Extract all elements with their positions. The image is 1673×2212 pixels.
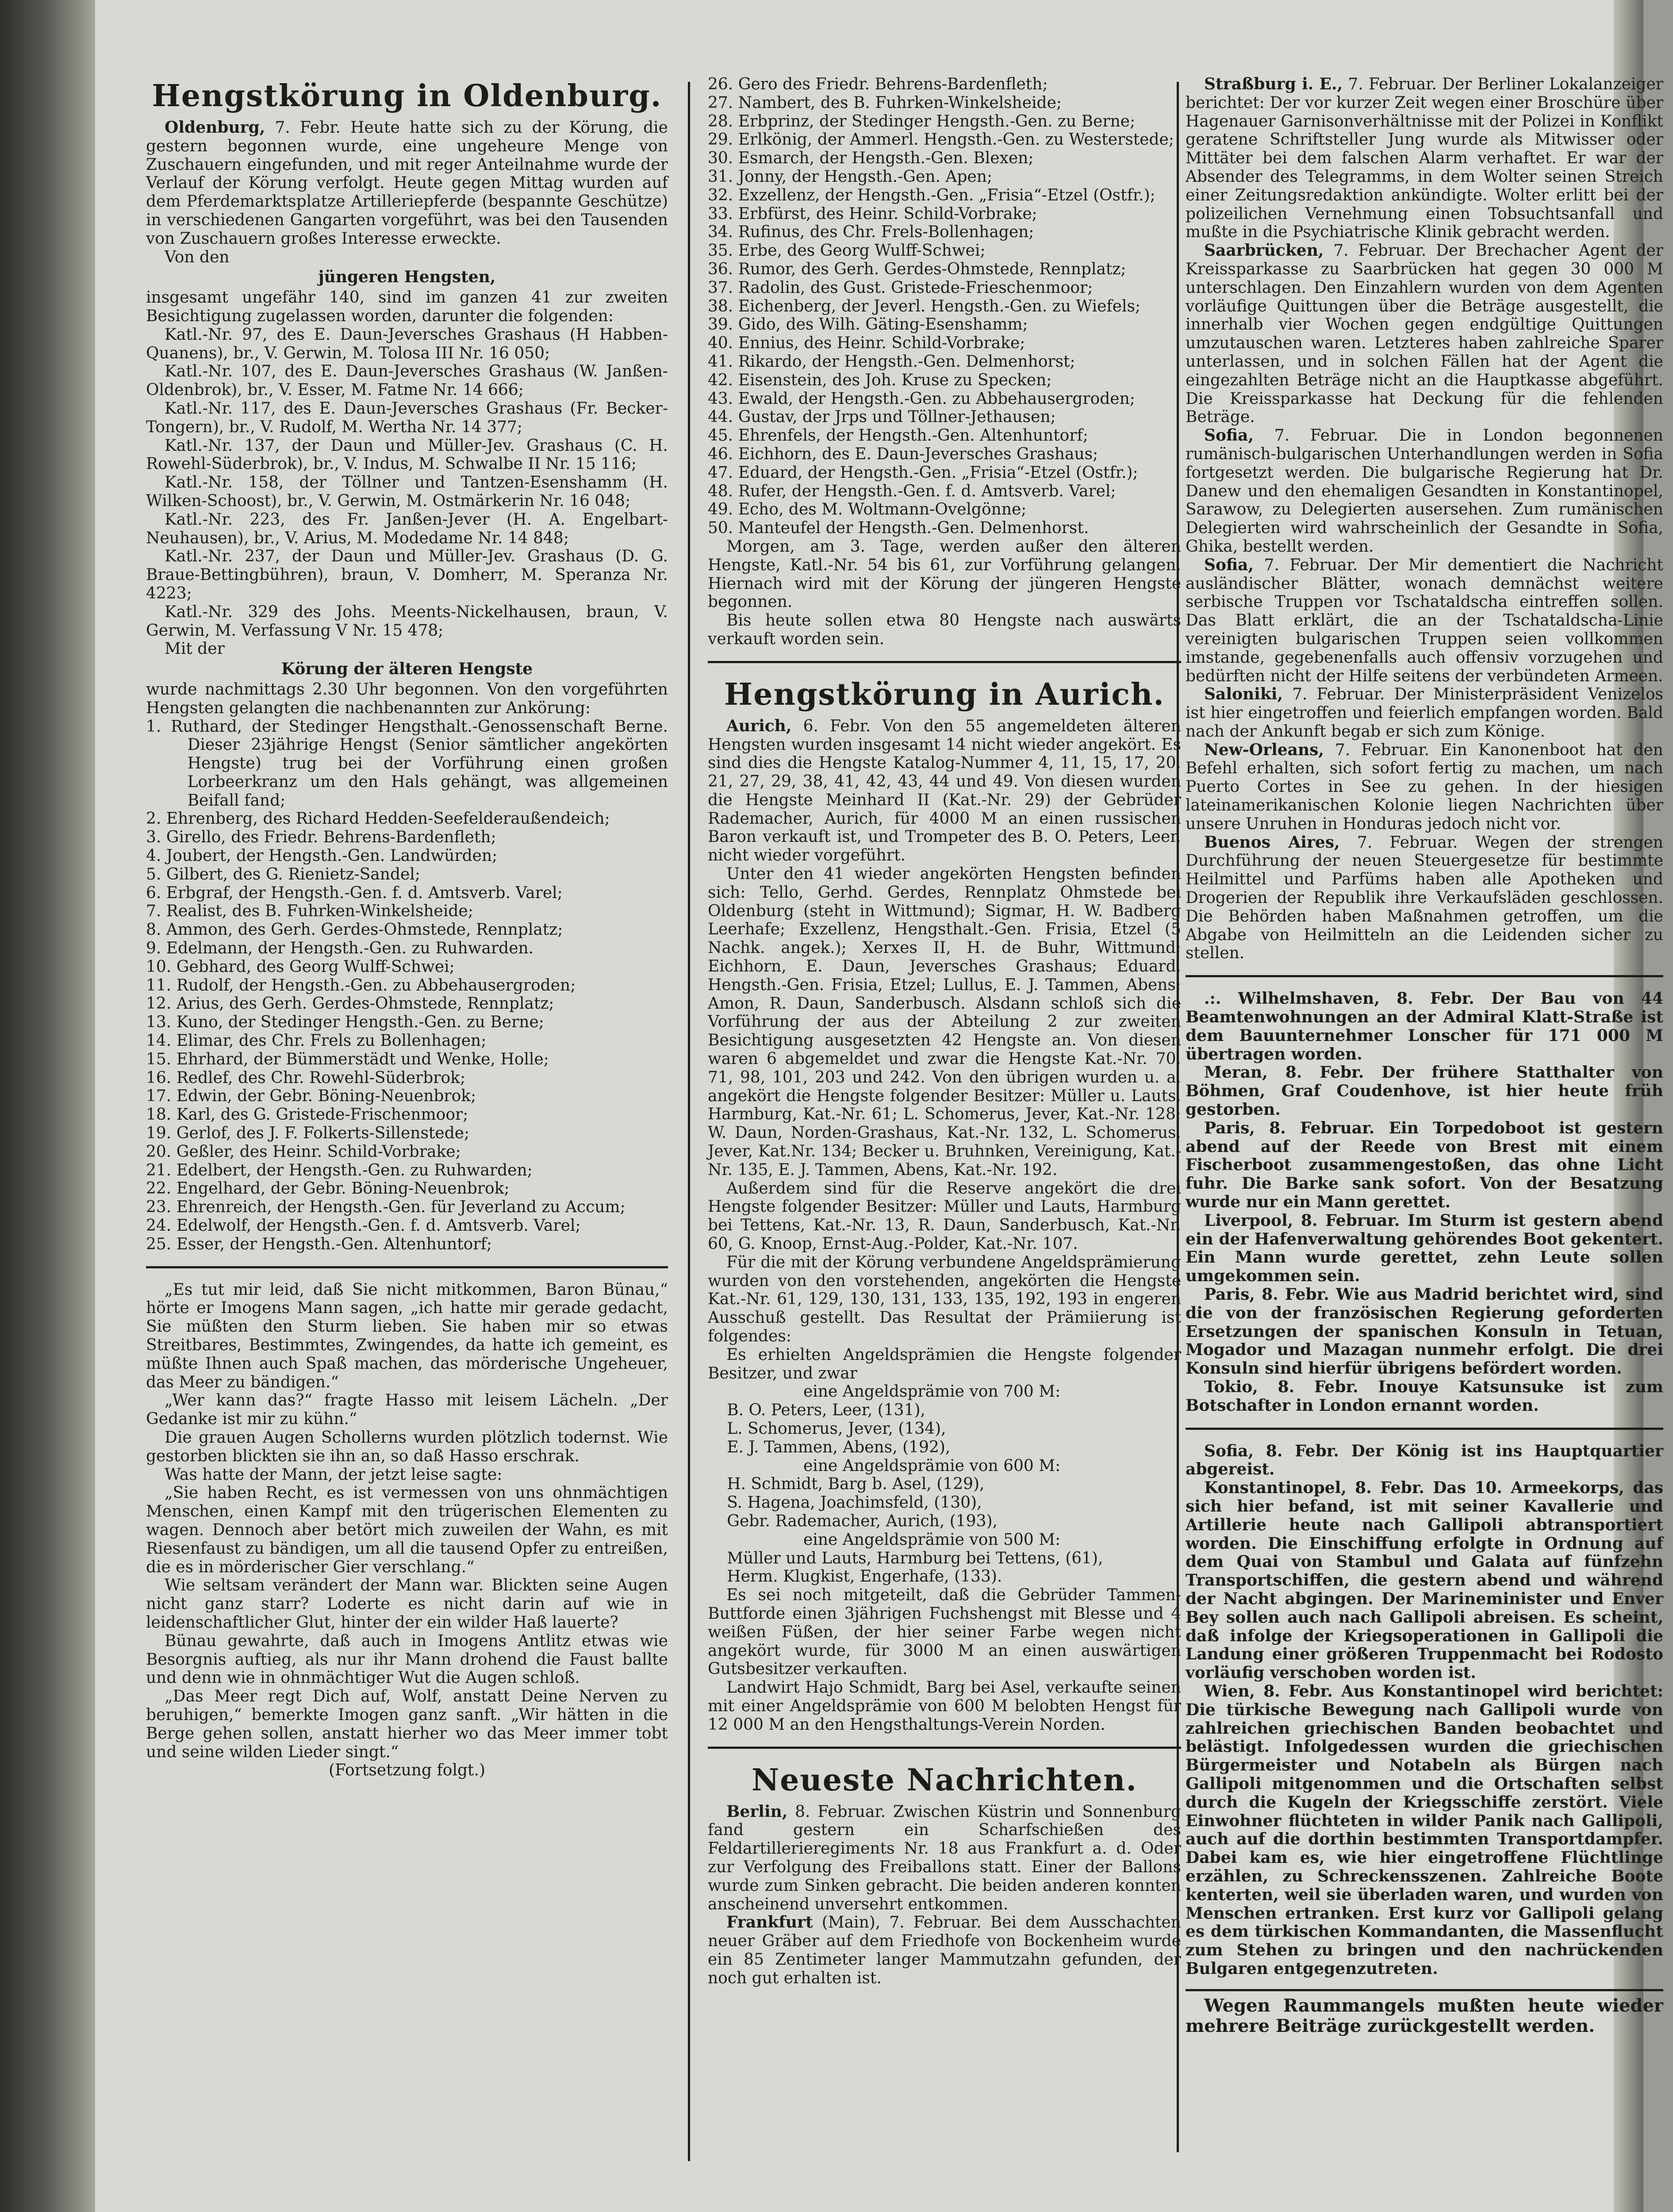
space-notice: Wegen Raummangels mußten heute wieder mehrere Beiträge zurückgestellt werden. — [1186, 1995, 1663, 2036]
list-item: 45. Ehrenfels, der Hengsth.-Gen. Altenhuntorf; — [708, 426, 1088, 445]
list-item: 15. Ehrhard, der Bümmerstädt und Wenke, Holle; — [146, 1050, 549, 1068]
list-item: 21. Edelbert, der Hengsth.-Gen. zu Ruhwarden; — [146, 1161, 533, 1179]
list-item: 33. Erbfürst, des Heinr. Schild-Vorbrake; — [708, 204, 1037, 223]
list-item: 4. Joubert, der Hengsth.-Gen. Landwürden; — [146, 847, 498, 865]
list-item: 34. Rufinus, des Chr. Frels-Bollenhagen; — [708, 223, 1034, 242]
telegram: Konstantinopel, 8. Febr. Das 10. Armeekorps, das sich hier befand, ist mit seiner Kavallerie und Artillerie heute nach Gallipoli abtransportiert worden. Die Einschiffung erfolgte in Ordnung auf dem Quai von Stambul und Galata auf fünfzehn Transportschiffen, die gestern abend und während der Nacht abgingen. Der Marineminister und Enver Bey sollen auch nach Gallipoli abreisen. Es scheint, daß infolge der Kriegsoperationen in Gallipoli die Landung einer größeren Truppenmacht bei Rodosto vorläufig verschoben worden ist. — [1186, 1479, 1663, 1682]
dateline: Berlin, — [726, 1802, 788, 1821]
list-item: 11. Rudolf, der Hengsth.-Gen. zu Abbehausergroden; — [146, 976, 576, 995]
news-item: Straßburg i. E., 7. Februar. Der Berliner Lokalanzeiger berichtet: Der vor kurzer Zeit wegen einer Broschüre über Hagenauer Garnisonverhältnisse mit der Polizei in Konflikt geratene Schriftsteller Jung wurde als Mitwisser oder Mittäter bei dem falschen Alarm verhaftet. Er war der Absender des Telegramms, in dem Wolter seinen Streich einer Zeitungsredaktion ankündigte. Wolter erlitt bei der polizeilichen Vernehmung einen Tobsuchtsanfall und mußte in die Psychiatrische Klinik gebracht werden. — [1186, 75, 1663, 242]
lot-entry: Katl.-Nr. 107, des E. Daun-Jeversches Grashaus (W. Janßen-Oldenbrok), br., V. Esser, M. Fatme Nr. 14 666; — [146, 362, 668, 399]
prize-heading: eine Angeldsprämie von 700 M: — [803, 1382, 1061, 1401]
news-item: Saloniki, 7. Februar. Der Ministerpräsident Venizelos ist hier eingetroffen und feierlich empfangen worden. Bald nach der Ankunft begab er sich zum Könige. — [1186, 685, 1663, 741]
stallion-list-b — [708, 75, 1181, 538]
list-item: 29. Erlkönig, der Ammerl. Hengsth.-Gen. zu Westerstede; — [708, 131, 1174, 149]
stallion-list-a — [146, 718, 668, 1254]
lot-entry: Katl.-Nr. 158, der Töllner und Tantzen-Esenshamm (H. Wilken-Schoost), br., V. Gerwin, M. Ostmärkerin Nr. 16 048; — [146, 473, 668, 510]
paragraph: Außerdem sind für die Reserve angekört die drei Hengste folgender Besitzer: Müller und Lauts, Harmburg bei Tettens, Kat.-Nr. 13, R. Daun, Sanderbusch, Kat.-Nr. 60, G. Knoop, Ernst-Aug.-Polder, Kat.-Nr. 107. — [708, 1179, 1181, 1253]
section-divider — [146, 1266, 668, 1268]
story-paragraph: „Das Meer regt Dich auf, Wolf, anstatt Deine Nerven zu beruhigen,“ bemerkte Imogen ganz sanft. „Wir hätten in die Berge gehen sollen, anstatt hierher wo das Meer immer tobt und seine wilden Lieder singt.“ — [146, 1687, 668, 1761]
prize-entry: Herm. Klugkist, Engerhafe, (133). — [727, 1567, 1002, 1586]
list-item: 7. Realist, des B. Fuhrken-Winkelsheide; — [146, 902, 473, 921]
list-item: 44. Gustav, der Jrps und Töllner-Jethausen; — [708, 408, 1056, 426]
news-item: Sofia, 7. Februar. Der Mir dementiert die Nachricht ausländischer Blätter, wonach demnächst weitere serbische Truppen vor Tschataldscha eintreffen sollen. Das Blatt erklärt, die an der Tschataldscha-Linie vereinigten bulgarischen Truppen seien vollkommen imstande, gegebenenfalls auch offensiv vorzugehen und bedürften nicht der Hilfe seitens der verbündeten Armeen. — [1186, 555, 1663, 685]
list-item: 8. Ammon, des Gerh. Gerdes-Ohmstede, Rennplatz; — [146, 921, 563, 939]
prize-heading: eine Angeldsprämie von 500 M: — [803, 1530, 1061, 1549]
section-divider — [708, 1747, 1181, 1749]
prize-entry: L. Schomerus, Jever, (134), — [727, 1419, 946, 1438]
list-item: 42. Eisenstein, des Joh. Kruse zu Specken; — [708, 371, 1052, 389]
lot-entry: Katl.-Nr. 223, des Fr. Janßen-Jever (H. A. Engelbart-Neuhausen), br., V. Arius, M. Modedame Nr. 14 848; — [146, 510, 668, 547]
column-1 — [146, 75, 668, 1780]
list-item: 18. Karl, des G. Gristede-Frischenmoor; — [146, 1106, 468, 1124]
story-paragraph: „Sie haben Recht, es ist vermessen von uns ohnmächtigen Menschen, einen Kampf mit den trügerischen Elementen zu wagen. Dennoch aber betört mich zuweilen der Wahn, es mit Riesenfaust zu bändigen, um all die tausend Opfer zu entreißen, die es in mörderischer Gier verschlang.“ — [146, 1484, 668, 1576]
dateline: New-Orleans, — [1204, 740, 1324, 759]
list-item: 6. Erbgraf, der Hengsth.-Gen. f. d. Amtsverb. Varel; — [146, 883, 563, 902]
dateline: Aurich, — [726, 716, 792, 735]
dateline: Straßburg i. E., — [1204, 75, 1343, 93]
lot-entry: Katl.-Nr. 237, der Daun und Müller-Jev. Grashaus (D. G. Braue-Bettingbühren), braun, V. Domherr, M. Speranza Nr. 4223; — [146, 547, 668, 603]
news-item: New-Orleans, 7. Februar. Ein Kanonenboot hat den Befehl erhalten, sich sofort fertig zu machen, um nach Puerto Cortes in See zu gehen. In der hiesigen lateinamerikanischen Kolonie liegen Nachrichten über unsere Unruhen in Honduras jedoch nicht vor. — [1186, 740, 1663, 833]
list-item: 16. Redlef, des Chr. Rowehl-Süderbrok; — [146, 1068, 466, 1087]
paragraph: Mit der — [165, 640, 225, 658]
dateline: Saloniki, — [1204, 685, 1283, 704]
list-item: 32. Exzellenz, der Hengsth.-Gen. „Frisia“-Etzel (Ostfr.); — [708, 186, 1155, 204]
news-item: Buenos Aires, 7. Februar. Wegen der strengen Durchführung der neuen Steuergesetze für bestimmte Heilmittel und Parfüms haben alle Apotheken und Drogerien der Republik ihre Verkaufsläden geschlossen. Die Behörden haben Maßnahmen getroffen, um die Abgabe von Heilmitteln an die Leidenden sicher zu stellen. — [1186, 833, 1663, 963]
list-item: 20. Geßler, des Heinr. Schild-Vorbrake; — [146, 1142, 461, 1161]
article-oldenburg-title: Hengstkörung in Oldenburg. — [152, 78, 662, 114]
list-item: 13. Kuno, der Stedinger Hengsth.-Gen. zu Berne; — [146, 1013, 544, 1032]
article-oldenburg-intro: Oldenburg, 7. Febr. Heute hatte sich zu der Körung, die gestern begonnen wurde, eine ungeheure Menge von Zuschauern eingefunden, und mit reger Anteilnahme wurde der Verlauf der Körung verfolgt. Heute gegen Mittag wurden auf dem Pferdemarktsplatze Artilleriepferde (bespannte Geschütze) in verschiedenen Gangarten vorgeführt, was bei den Tausenden von Zuschauern großes Interesse erweckte. — [146, 118, 668, 248]
story-paragraph: „Es tut mir leid, daß Sie nicht mitkommen, Baron Bünau,“ hörte er Imogens Mann sagen, „ich hatte mir gerade gedacht, Sie müßten den Sturm lieben. Sie haben mir so etwas Streitbares, Bestimmtes, Zwingendes, da hatte ich gemeint, es müßte Ihnen auch Spaß machen, das mörderische Ungeheuer, das Meer zu bändigen.“ — [146, 1280, 668, 1391]
section-divider — [708, 661, 1181, 663]
dateline: Saarbrücken, — [1204, 241, 1324, 260]
paragraph: Landwirt Hajo Schmidt, Barg bei Asel, verkaufte seinen mit einer Angeldsprämie von 600 M belobten Hengst für 12 000 M an den Hengsthaltungs-Verein Norden. — [708, 1678, 1181, 1734]
continued-note: (Fortsetzung folgt.) — [329, 1761, 485, 1780]
story-paragraph: Wie seltsam verändert der Mann war. Blickten seine Augen nicht ganz starr? Loderte es nicht darin auf wie in leidenschaftlicher Glut, hinter der ein wilder Haß lauerte? — [146, 1576, 668, 1632]
story-paragraph: Die grauen Augen Schollerns wurden plötzlich todernst. Wie gestorben blickten sie ihn an, so daß Hasso erschrak. — [146, 1428, 668, 1465]
paragraph: wurde nachmittags 2.30 Uhr begonnen. Von den vorgeführten Hengsten gelangten die nachbenannten zur Ankörung: — [146, 680, 668, 717]
prize-entry: E. J. Tammen, Abens, (192), — [727, 1438, 951, 1456]
telegram: Meran, 8. Febr. Der frühere Statthalter von Böhmen, Graf Coudenhove, ist hier heute früh gestorben. — [1186, 1063, 1663, 1119]
binding-gutter — [0, 0, 95, 2212]
paragraph: Für die mit der Körung verbundene Angeldsprämierung wurden von den vorstehenden, angekörten die Hengste Kat.-Nr. 61, 129, 130, 131, 133, 135, 192, 193 in engeren Ausschuß gestellt. Das Resultat der Prämiierung ist folgendes: — [708, 1253, 1181, 1345]
column-2 — [708, 75, 1181, 1988]
list-item: 5. Gilbert, des G. Rienietz-Sandel; — [146, 865, 420, 883]
list-item: 41. Rikardo, der Hengsth.-Gen. Delmenhorst; — [708, 352, 1075, 371]
list-item: 43. Ewald, der Hengsth.-Gen. zu Abbehausergroden; — [708, 389, 1135, 408]
article-aurich-title: Hengstkörung in Aurich. — [724, 676, 1165, 712]
column-3 — [1186, 75, 1663, 2036]
list-item: 35. Erbe, des Georg Wulff-Schwei; — [708, 242, 986, 260]
list-item: 22. Engelhard, der Gebr. Böning-Neuenbrok; — [146, 1179, 510, 1198]
news-title: Neueste Nachrichten. — [751, 1762, 1138, 1798]
dateline: Buenos Aires, — [1204, 833, 1340, 852]
list-item: 27. Nambert, des B. Fuhrken-Winkelsheide; — [708, 93, 1062, 112]
story-paragraph: „Wer kann das?“ fragte Hasso mit leisem Lächeln. „Der Gedanke ist mir zu kühn.“ — [146, 1391, 668, 1429]
list-item: 48. Rufer, der Hengsth.-Gen. f. d. Amtsverb. Varel; — [708, 482, 1116, 500]
paragraph: Von den — [165, 248, 230, 266]
telegram: Wien, 8. Febr. Aus Konstantinopel wird berichtet: Die türkische Bewegung nach Gallipoli wurde von zahlreichen griechischen Banden beobachtet und belästigt. Infolgedessen wurden die griechischen Bürgermeister und Notabeln als Bürgen nach Gallipoli mitgenommen und die Ortschaften selbst durch die Kugeln der Kriegsschiffe zerstört. Viele Einwohner flüchteten in wilder Panik nach Gallipoli, auch auf die dorthin bestimmten Transportdampfer. Dabei kam es, wie hier eingetroffene Flüchtlinge erzählen, zu Schreckensszenen. Zahlreiche Boote kenterten, weil sie überladen waren, und wurden von Menschen ertranken. Erst kurz vor Gallipoli gelang es dem türkischen Kommandanten, die Massenflucht zum Stehen zu bringen und den nachrückenden Bulgaren entgegenzutreten. — [1186, 1682, 1663, 1978]
story-paragraph: Was hatte der Mann, der jetzt leise sagte: — [165, 1465, 503, 1484]
paragraph: insgesamt ungefähr 140, sind im ganzen 41 zur zweiten Besichtigung zugelassen worden, darunter die folgenden: — [146, 288, 668, 325]
list-item: 47. Eduard, der Hengsth.-Gen. „Frisia“-Etzel (Ostfr.); — [708, 463, 1138, 482]
paragraph: Es erhielten Angeldsprämien die Hengste folgender Besitzer, und zwar — [708, 1345, 1181, 1382]
telegram: Sofia, 8. Febr. Der König ist ins Hauptquartier abgereist. — [1186, 1441, 1663, 1479]
paragraph: Aurich, 6. Febr. Von den 55 angemeldeten älteren Hengsten wurden insgesamt 14 nicht wieder angekört. Es sind dies die Hengste Katalog-Nummer 4, 11, 15, 17, 20, 21, 27, 29, 38, 41, 42, 43, 44 und 49. Von diesen wurden die Hengste Meinhard II (Kat.-Nr. 29) der Gebrüder Rademacher, Aurich, für 4000 M an einen russischen Baron verkauft ist, und Trompeter des B. O. Peters, Leer, nicht wieder vorgeführt. — [708, 716, 1181, 865]
prize-entry: Gebr. Rademacher, Aurich, (193), — [727, 1512, 998, 1530]
subheading-young: jüngeren Hengsten, — [318, 268, 496, 287]
subheading-older: Körung der älteren Hengste — [281, 660, 533, 679]
lot-entry: Katl.-Nr. 137, der Daun und Müller-Jev. Grashaus (C. H. Rowehl-Süderbrok), br., V. Indus, M. Schwalbe II Nr. 15 116; — [146, 436, 668, 473]
list-item: 30. Esmarch, der Hengsth.-Gen. Blexen; — [708, 149, 1034, 168]
list-item: 3. Girello, des Friedr. Behrens-Bardenfleth; — [146, 828, 496, 847]
list-item: 17. Edwin, der Gebr. Böning-Neuenbrok; — [146, 1087, 476, 1106]
feuilleton-story — [146, 1281, 668, 1780]
section-divider — [1186, 1428, 1663, 1430]
list-item: 31. Jonny, der Hengsth.-Gen. Apen; — [708, 167, 993, 186]
list-item: 39. Gido, des Wilh. Gäting-Esenshamm; — [708, 315, 1028, 334]
section-divider — [1186, 975, 1663, 977]
story-paragraph: Bünau gewahrte, daß auch in Imogens Antlitz etwas wie Besorgnis auftieg, als nur ihr Mann drohend die Faust ballte und denn wie in ohnmächtiger Wut die Augen schloß. — [146, 1632, 668, 1687]
prize-entry: S. Hagena, Joachimsfeld, (130), — [727, 1494, 982, 1512]
list-item: 46. Eichhorn, des E. Daun-Jeversches Grashaus; — [708, 445, 1098, 463]
telegram: Paris, 8. Februar. Ein Torpedoboot ist gestern abend auf der Reede von Brest mit einem Fischerboot zusammengestoßen, das ohne Licht fuhr. Die Barke sank sofort. Von der Besatzung wurde nur ein Mann gerettet. — [1186, 1118, 1663, 1212]
prize-entry: B. O. Peters, Leer, (131), — [727, 1401, 925, 1420]
paragraph: Bis heute sollen etwa 80 Hengste nach auswärts verkauft worden sein. — [708, 611, 1181, 648]
space-notice-box — [1186, 1989, 1663, 2036]
list-item: 36. Rumor, des Gerh. Gerdes-Ohmstede, Rennplatz; — [708, 260, 1126, 278]
dateline: Sofia, — [1204, 426, 1254, 445]
lot-entry: Katl.-Nr. 97, des E. Daun-Jeversches Grashaus (H Habben-Quanens), br., V. Gerwin, M. Tolosa III Nr. 16 050; — [146, 325, 668, 362]
paragraph: Es sei noch mitgeteilt, daß die Gebrüder Tammen-Buttforde einen 3jährigen Fuchshengst mit Blesse und 4 weißen Füßen, der hier seiner Farbe wegen nicht angekört wurde, für 3000 M an einen auswärtigen Gutsbesitzer verkauften. — [708, 1586, 1181, 1678]
news-item: Frankfurt (Main), 7. Februar. Bei dem Ausschachten neuer Gräber auf dem Friedhofe von Bockenheim wurde ein 85 Zentimeter langer Mammutzahn gefunden, der noch gut erhalten ist. — [708, 1913, 1181, 1987]
list-item: 24. Edelwolf, der Hengsth.-Gen. f. d. Amtsverb. Varel; — [146, 1217, 581, 1235]
list-item: 19. Gerlof, des J. F. Folkerts-Sillenstede; — [146, 1124, 470, 1143]
telegram: Liverpool, 8. Februar. Im Sturm ist gestern abend ein der Hafenverwaltung gehörendes Boot gekentert. Ein Mann wurde gerettet, zehn Leute sollen umgekommen sein. — [1186, 1211, 1663, 1286]
list-item: 10. Gebhard, des Georg Wulff-Schwei; — [146, 957, 455, 976]
paragraph: Unter den 41 wieder angekörten Hengsten befinden sich: Tello, Gerhd. Gerdes, Rennplatz Ohmstede bei Oldenburg (steht in Wittmund); Sigmar, H. W. Badberg Leerhafe; Exzellenz, Hengsthalt.-Gen. Frisia, Etzel (5 Nachk. angek.); Xerxes II, H. de Buhr, Wittmund; Eichhorn, E. Daun, Jeversches Grashaus; Eduard, Hengsth.-Gen. Frisia, Etzel; Lullus, E. J. Tammen, Abens; Amon, R. Daun, Sanderbusch. Alsdann schloß sich die Vorführung der aus der Abteilung 2 zur zweiten Besichtigung ausgesetzten 42 Hengste an. Von diesen waren 6 abgemeldet und zwar die Hengste Kat.-Nr. 70, 71, 98, 101, 203 und 242. Von den übrigen wurden u. a. angekört die Hengste folgender Besitzer: Müller u. Lauts, Harmburg, Kat.-Nr. 61; L. Schomerus, Jever, Kat.-Nr. 128; W. Daun, Norden-Grashaus, Kat.-Nr. 132, L. Schomerus, Jever, Kat.Nr. 134; Becker u. Bruhnken, Vereinigung, Kat.-Nr. 135, E. J. Tammen, Abens, Kat.-Nr. 192. — [708, 865, 1181, 1179]
paragraph: Morgen, am 3. Tage, werden außer den älteren Hengste, Katl.-Nr. 54 bis 61, zur Vorführung gelangen. Hiernach wird mit der Körung der jüngeren Hengste begonnen. — [708, 537, 1181, 611]
list-item: 49. Echo, des M. Woltmann-Ovelgönne; — [708, 500, 1027, 519]
list-item: 28. Erbprinz, der Stedinger Hengsth.-Gen. zu Berne; — [708, 112, 1136, 131]
dateline: Frankfurt — [726, 1913, 813, 1932]
list-item: 23. Ehrenreich, der Hengsth.-Gen. für Jeverland zu Accum; — [146, 1198, 625, 1217]
dateline: Oldenburg, — [165, 118, 265, 137]
lot-entry: Katl.-Nr. 117, des E. Daun-Jeversches Grashaus (Fr. Becker-Tongern), br., V. Rudolf, M. Wertha Nr. 14 377; — [146, 399, 668, 436]
telegram: Tokio, 8. Febr. Inouye Katsunsuke ist zum Botschafter in London ernannt worden. — [1186, 1377, 1663, 1415]
prize-entry: Müller und Lauts, Harmburg bei Tettens, (61), — [727, 1549, 1103, 1567]
prize-entry: H. Schmidt, Barg b. Asel, (129), — [727, 1475, 985, 1494]
list-item: 25. Esser, der Hengsth.-Gen. Altenhuntorf; — [146, 1235, 492, 1253]
list-item: 26. Gero des Friedr. Behrens-Bardenfleth; — [708, 75, 1048, 93]
list-item: 37. Radolin, des Gust. Gristede-Frieschenmoor; — [708, 278, 1093, 297]
news-item: Berlin, 8. Februar. Zwischen Küstrin und Sonnenburg fand gestern ein Scharfschießen des Feldartillerieregiments Nr. 18 aus Frankfurt a. d. Oder zur Verfolgung des Freiballons statt. Einer der Ballons wurde zum Sinken gebracht. Die beiden anderen konnten anscheinend unversehrt entkommen. — [708, 1802, 1181, 1913]
telegram: Paris, 8. Febr. Wie aus Madrid berichtet wird, sind die von der französischen Regierung geforderten Ersetzungen der spanischen Konsuln in Tetuan, Mogador und Mazagan nunmehr erfolgt. Die drei Konsuln sind hierfür übrigens befördert worden. — [1186, 1285, 1663, 1378]
list-item: 40. Ennius, des Heinr. Schild-Vorbrake; — [708, 334, 1025, 353]
list-item: 12. Arius, des Gerh. Gerdes-Ohmstede, Rennplatz; — [146, 995, 554, 1013]
dateline: Sofia, — [1204, 555, 1254, 574]
telegram: .:. Wilhelmshaven, 8. Febr. Der Bau von 44 Beamtenwohnungen an der Admiral Klatt-Straße ist dem Bauunternehmer Lonscher für 171 000 M übertragen worden. — [1186, 989, 1663, 1064]
lot-entry: Katl.-Nr. 329 des Johs. Meents-Nickelhausen, braun, V. Gerwin, M. Verfassung V Nr. 15 478; — [146, 603, 668, 640]
list-item: 14. Elimar, des Chr. Frels zu Bollenhagen; — [146, 1032, 487, 1050]
news-item: Saarbrücken, 7. Februar. Der Brechacher Agent der Kreissparkasse zu Saarbrücken hat gegen 30 000 M unterschlagen. Den Einzahlern wurden von dem Agenten vorläufige Quittungen über die Beträge ausgestellt, die innerhalb vier Wochen gegen endgültige Quittungen umzutauschen waren. Letzteres haben zahlreiche Sparer unterlassen, und in solchen Fällen hat der Agent die eingezahlten Beträge nicht an die Hauptkasse abgeführt. Die Kreissparkasse hat Deckung für die fehlenden Beträge. — [1186, 241, 1663, 426]
list-item: 9. Edelmann, der Hengsth.-Gen. zu Ruhwarden. — [146, 939, 534, 958]
column-rule-1 — [688, 82, 690, 2161]
list-item: 1. Ruthard, der Stedinger Hengsthalt.-Genossenschaft Berne. Dieser 23jährige Hengst (Senior sämtlicher angekörten Hengste) trug bei der Vorführung einen großen Lorbeerkranz um den Hals gehängt, was allgemeinen Beifall fand; — [146, 717, 668, 810]
prize-heading: eine Angeldsprämie von 600 M: — [803, 1456, 1061, 1475]
list-item: 2. Ehrenberg, des Richard Hedden-Seefelderaußendeich; — [146, 810, 610, 828]
news-item: Sofia, 7. Februar. Die in London begonnenen rumänisch-bulgarischen Unterhandlungen werden in Sofia fortgesetzt werden. Die bulgarische Regierung hat Dr. Danew und den ehemaligen Gesandten in Konstantinopel, Sarawow, zu Delegierten ausersehen. Zum rumänischen Delegierten wird wahrscheinlich der Gesandte in Sofia, Ghika, bestellt werden. — [1186, 426, 1663, 556]
list-item: 38. Eichenberg, der Jeverl. Hengsth.-Gen. zu Wiefels; — [708, 297, 1141, 315]
prize-list — [708, 1382, 1181, 1586]
list-item: 50. Manteufel der Hengsth.-Gen. Delmenhorst. — [708, 519, 1089, 538]
